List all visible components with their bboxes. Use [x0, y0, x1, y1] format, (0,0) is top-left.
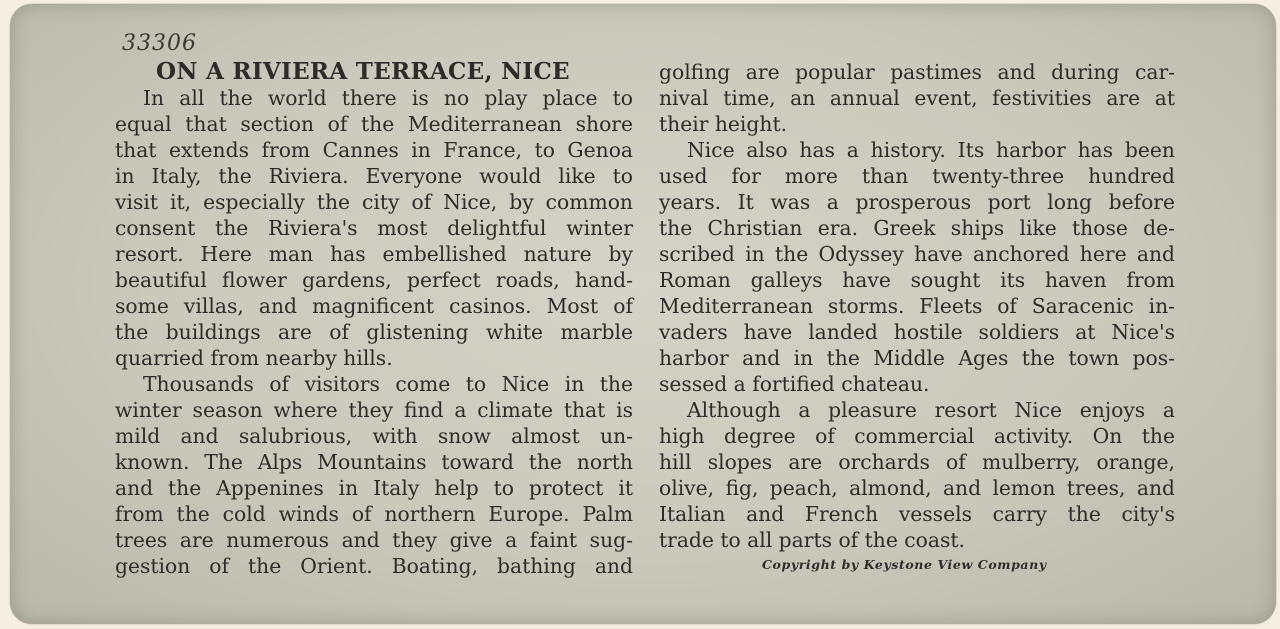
text-line: winter season where they find a climate that is — [115, 398, 633, 422]
text-line: hill slopes are orchards of mulberry, orange, — [659, 450, 1175, 474]
text-line: vaders have landed hostile soldiers at Nice's — [659, 320, 1175, 344]
text-line: Mediterranean storms. Fleets of Saracenic in- — [659, 294, 1175, 318]
text-line: Although a pleasure resort Nice enjoys a — [687, 398, 1175, 422]
text-line: gestion of the Orient. Boating, bathing and — [115, 554, 633, 578]
text-line: known. The Alps Mountains toward the north — [115, 450, 633, 474]
copyright-notice: Copyright by Keystone View Company — [762, 557, 1047, 572]
text-line: trade to all parts of the coast. — [659, 528, 965, 552]
text-line: the Christian era. Greek ships like those de- — [659, 216, 1175, 240]
text-line: Thousands of visitors come to Nice in the — [143, 372, 633, 396]
text-line: beautiful flower gardens, perfect roads, hand- — [115, 268, 633, 292]
left-text-column — [115, 85, 633, 579]
text-line: Italian and French vessels carry the city's — [659, 502, 1175, 526]
text-line: olive, fig, peach, almond, and lemon trees, and — [659, 476, 1175, 500]
text-line: golfing are popular pastimes and during car- — [659, 60, 1175, 84]
card-number: 33306 — [122, 31, 197, 56]
text-line: scribed in the Odyssey have anchored here and — [659, 242, 1175, 266]
text-line: consent the Riviera's most delightful winter — [115, 216, 633, 240]
text-line: Nice also has a history. Its harbor has been — [687, 138, 1175, 162]
text-line: resort. Here man has embellished nature by — [115, 242, 633, 266]
text-line: mild and salubrious, with snow almost un- — [115, 424, 633, 448]
text-line: and the Appenines in Italy help to protect it — [115, 476, 633, 500]
text-line: high degree of commercial activity. On the — [659, 424, 1175, 448]
text-line: used for more than twenty-three hundred — [659, 164, 1175, 188]
text-line: sessed a fortified chateau. — [659, 372, 930, 396]
card-title: ON A RIVIERA TERRACE, NICE — [156, 58, 570, 85]
text-line: that extends from Cannes in France, to Genoa — [115, 138, 633, 162]
text-line: nival time, an annual event, festivities are at — [659, 86, 1175, 110]
text-line: quarried from nearby hills. — [115, 346, 393, 370]
right-text-column — [659, 59, 1175, 553]
text-line: some villas, and magnificent casinos. Most of — [115, 294, 633, 318]
text-line: harbor and in the Middle Ages the town pos- — [659, 346, 1175, 370]
text-line: years. It was a prosperous port long before — [659, 190, 1175, 214]
text-line: In all the world there is no play place to — [143, 86, 633, 110]
text-line: their height. — [659, 112, 788, 136]
text-line: trees are numerous and they give a faint sug- — [115, 528, 633, 552]
text-line: the buildings are of glistening white marble — [115, 320, 633, 344]
text-line: from the cold winds of northern Europe. Palm — [115, 502, 633, 526]
stereoview-card-back — [10, 4, 1276, 624]
text-line: equal that section of the Mediterranean shore — [115, 112, 633, 136]
text-line: visit it, especially the city of Nice, by common — [115, 190, 633, 214]
text-line: Roman galleys have sought its haven from — [659, 268, 1175, 292]
text-line: in Italy, the Riviera. Everyone would like to — [115, 164, 633, 188]
